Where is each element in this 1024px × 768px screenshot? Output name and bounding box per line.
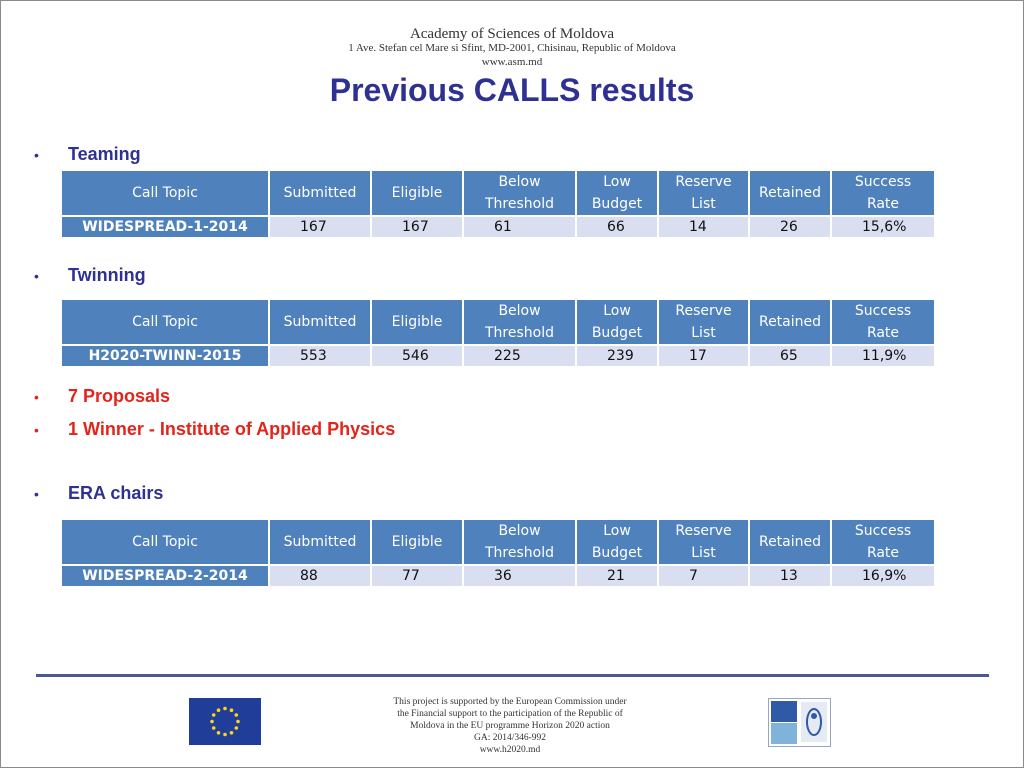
cell-low: 66 [576,216,658,238]
col-low-budget: Low Budget [576,170,658,216]
col-submitted: Submitted [269,170,371,216]
col-retained: Retained [749,299,831,345]
cell-rate: 16,9% [831,565,935,587]
support-link[interactable]: www.h2020.md [479,745,541,755]
cell-reserve: 14 [658,216,749,238]
col-reserve-list: Reserve List [658,299,749,345]
col-eligible: Eligible [371,170,463,216]
support-line: This project is supported by the European Commission under [393,697,627,707]
col-retained: Retained [749,519,831,565]
col-low-budget: Low Budget [576,299,658,345]
cell-rate: 11,9% [831,345,935,367]
twinning-table [60,298,936,368]
table-header-row [61,519,935,565]
support-line: Moldova in the EU programme Horizon 2020 action [410,721,610,731]
page-title: Previous CALLS results [329,72,695,108]
era-table [60,518,936,588]
cell-eligible: 77 [371,565,463,587]
cell-topic: WIDESPREAD-2-2014 [61,565,269,587]
col-below-threshold: Below Threshold [463,299,576,345]
cell-submitted: 553 [269,345,371,367]
bullet-era-label: ERA chairs [68,483,164,503]
cell-reserve: 7 [658,565,749,587]
footer-divider [36,674,989,677]
table-row [61,345,935,367]
eu-flag-icon [189,698,261,745]
cell-submitted: 167 [269,216,371,238]
col-below-threshold: Below Threshold [463,170,576,216]
cell-retained: 26 [749,216,831,238]
table-header-row [61,299,935,345]
cell-eligible: 546 [371,345,463,367]
bullet-teaming: • Teaming [34,144,141,164]
cell-below: 36 [463,565,576,587]
cell-below: 225 [463,345,576,367]
cell-retained: 65 [749,345,831,367]
cell-reserve: 17 [658,345,749,367]
cell-topic: WIDESPREAD-1-2014 [61,216,269,238]
bullet-twinning: • Twinning [34,265,146,285]
col-reserve-list: Reserve List [658,519,749,565]
org-address: 1 Ave. Stefan cel Mare si Sfint, MD-2001, Chisinau, Republic of Moldova [348,42,676,54]
col-success-rate: Success Rate [831,299,935,345]
support-line: GA: 2014/346-992 [473,733,547,743]
teaming-table [60,169,936,239]
col-eligible: Eligible [371,299,463,345]
org-name: Academy of Sciences of Moldova [409,26,615,42]
support-line: the Financial support to the participation of the Republic of [397,709,623,719]
col-call-topic: Call Topic [61,519,269,565]
proposals-text: 7 Proposals [68,386,171,406]
bullet-proposals: • 7 Proposals [34,386,171,406]
col-success-rate: Success Rate [831,170,935,216]
table-row [61,216,935,238]
bullet-era-chairs: • ERA chairs [34,483,164,503]
col-reserve-list: Reserve List [658,170,749,216]
bullet-teaming-label: Teaming [68,144,141,164]
cell-below: 61 [463,216,576,238]
cell-low: 21 [576,565,658,587]
cell-topic: H2020-TWINN-2015 [61,345,269,367]
col-eligible: Eligible [371,519,463,565]
col-call-topic: Call Topic [61,170,269,216]
table-header-row [61,170,935,216]
cell-rate: 15,6% [831,216,935,238]
col-submitted: Submitted [269,299,371,345]
col-below-threshold: Below Threshold [463,519,576,565]
col-retained: Retained [749,170,831,216]
winner-text: 1 Winner - Institute of Applied Physics [68,419,396,439]
col-low-budget: Low Budget [576,519,658,565]
support-statement [360,696,660,756]
cell-low: 239 [576,345,658,367]
cell-eligible: 167 [371,216,463,238]
h2020-moldova-logo [768,698,831,747]
col-success-rate: Success Rate [831,519,935,565]
table-row [61,565,935,587]
col-submitted: Submitted [269,519,371,565]
cell-retained: 13 [749,565,831,587]
bullet-winner: • 1 Winner - Institute of Applied Physics [34,419,396,439]
col-call-topic: Call Topic [61,299,269,345]
cell-submitted: 88 [269,565,371,587]
bullet-twinning-label: Twinning [68,265,146,285]
org-website: www.asm.md [481,56,543,68]
